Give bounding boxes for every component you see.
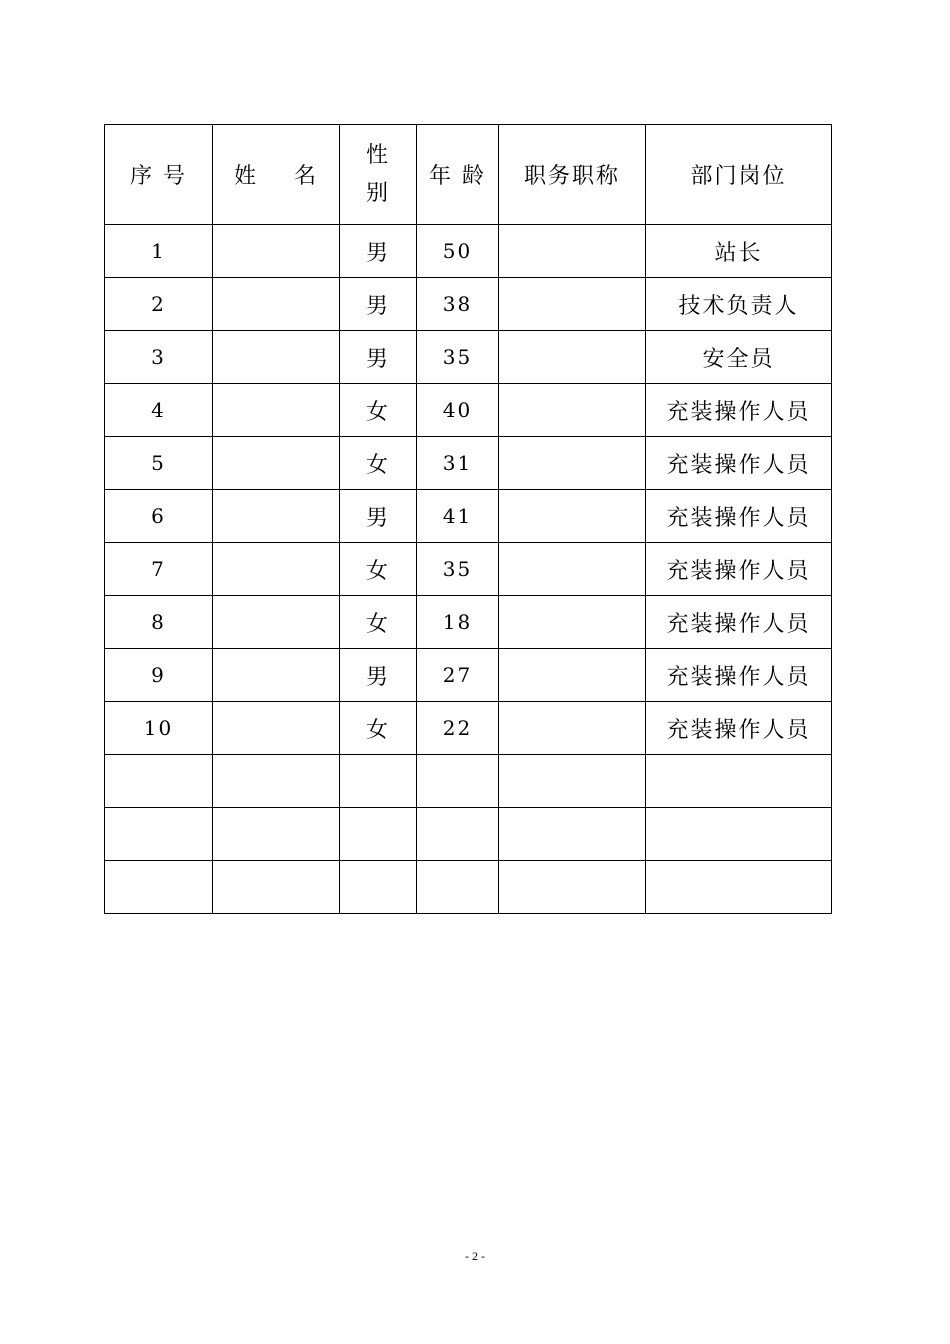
cell-age (417, 861, 499, 914)
cell-name (213, 437, 340, 490)
table-row-empty (105, 861, 832, 914)
cell-seq: 10 (105, 702, 213, 755)
table-header-row (105, 125, 832, 225)
table-row (105, 225, 832, 278)
cell-dept: 安全员 (646, 331, 832, 384)
table-row (105, 543, 832, 596)
cell-name (213, 755, 340, 808)
cell-gender: 男 (340, 225, 417, 278)
cell-seq: 1 (105, 225, 213, 278)
cell-age: 22 (417, 702, 499, 755)
cell-seq: 2 (105, 278, 213, 331)
cell-age (417, 808, 499, 861)
cell-name (213, 543, 340, 596)
cell-dept: 技术负责人 (646, 278, 832, 331)
page-number: - 2 - (465, 1249, 485, 1263)
cell-gender: 女 (340, 596, 417, 649)
cell-gender (340, 755, 417, 808)
cell-name (213, 808, 340, 861)
cell-dept: 充装操作人员 (646, 437, 832, 490)
table-row (105, 384, 832, 437)
cell-dept: 充装操作人员 (646, 490, 832, 543)
cell-gender: 女 (340, 543, 417, 596)
cell-age: 27 (417, 649, 499, 702)
cell-name (213, 702, 340, 755)
cell-title (499, 331, 646, 384)
cell-gender: 女 (340, 702, 417, 755)
cell-gender (340, 861, 417, 914)
cell-age: 31 (417, 437, 499, 490)
cell-dept (646, 755, 832, 808)
cell-gender: 男 (340, 331, 417, 384)
cell-dept (646, 861, 832, 914)
cell-age: 41 (417, 490, 499, 543)
cell-age: 38 (417, 278, 499, 331)
cell-gender: 男 (340, 278, 417, 331)
cell-gender: 男 (340, 490, 417, 543)
cell-title (499, 543, 646, 596)
cell-seq (105, 861, 213, 914)
header-seq: 序 号 (105, 125, 213, 225)
header-gender-line2: 别 (365, 180, 390, 206)
cell-seq: 8 (105, 596, 213, 649)
table-row (105, 702, 832, 755)
cell-seq: 7 (105, 543, 213, 596)
cell-title (499, 596, 646, 649)
cell-gender: 男 (340, 649, 417, 702)
cell-seq (105, 755, 213, 808)
cell-name (213, 331, 340, 384)
cell-name (213, 225, 340, 278)
cell-age (417, 755, 499, 808)
cell-seq: 5 (105, 437, 213, 490)
cell-title (499, 225, 646, 278)
cell-dept: 充装操作人员 (646, 649, 832, 702)
cell-gender: 女 (340, 437, 417, 490)
header-title: 职务职称 (499, 125, 646, 225)
header-gender (340, 125, 417, 225)
cell-age: 18 (417, 596, 499, 649)
cell-seq: 9 (105, 649, 213, 702)
cell-title (499, 278, 646, 331)
cell-age: 35 (417, 331, 499, 384)
cell-dept: 充装操作人员 (646, 596, 832, 649)
cell-seq: 3 (105, 331, 213, 384)
cell-title (499, 861, 646, 914)
cell-dept: 充装操作人员 (646, 543, 832, 596)
header-dept: 部门岗位 (646, 125, 832, 225)
table-row (105, 437, 832, 490)
cell-name (213, 384, 340, 437)
cell-title (499, 384, 646, 437)
cell-dept: 充装操作人员 (646, 702, 832, 755)
table-row (105, 649, 832, 702)
cell-name (213, 278, 340, 331)
staff-table (104, 124, 832, 914)
cell-name (213, 490, 340, 543)
cell-age: 50 (417, 225, 499, 278)
cell-gender: 女 (340, 384, 417, 437)
header-gender-line1: 性 (365, 142, 390, 168)
header-name: 姓 名 (213, 125, 340, 225)
cell-dept: 站长 (646, 225, 832, 278)
table-row (105, 278, 832, 331)
table-row (105, 490, 832, 543)
cell-age: 35 (417, 543, 499, 596)
cell-title (499, 490, 646, 543)
table-row (105, 331, 832, 384)
table-row (105, 596, 832, 649)
cell-name (213, 596, 340, 649)
cell-title (499, 649, 646, 702)
cell-title (499, 437, 646, 490)
cell-name (213, 649, 340, 702)
table-row-empty (105, 808, 832, 861)
cell-age: 40 (417, 384, 499, 437)
cell-dept: 充装操作人员 (646, 384, 832, 437)
cell-seq: 6 (105, 490, 213, 543)
cell-seq (105, 808, 213, 861)
table-row-empty (105, 755, 832, 808)
cell-seq: 4 (105, 384, 213, 437)
header-age: 年 龄 (417, 125, 499, 225)
cell-title (499, 808, 646, 861)
cell-title (499, 702, 646, 755)
cell-name (213, 861, 340, 914)
cell-dept (646, 808, 832, 861)
cell-title (499, 755, 646, 808)
cell-gender (340, 808, 417, 861)
